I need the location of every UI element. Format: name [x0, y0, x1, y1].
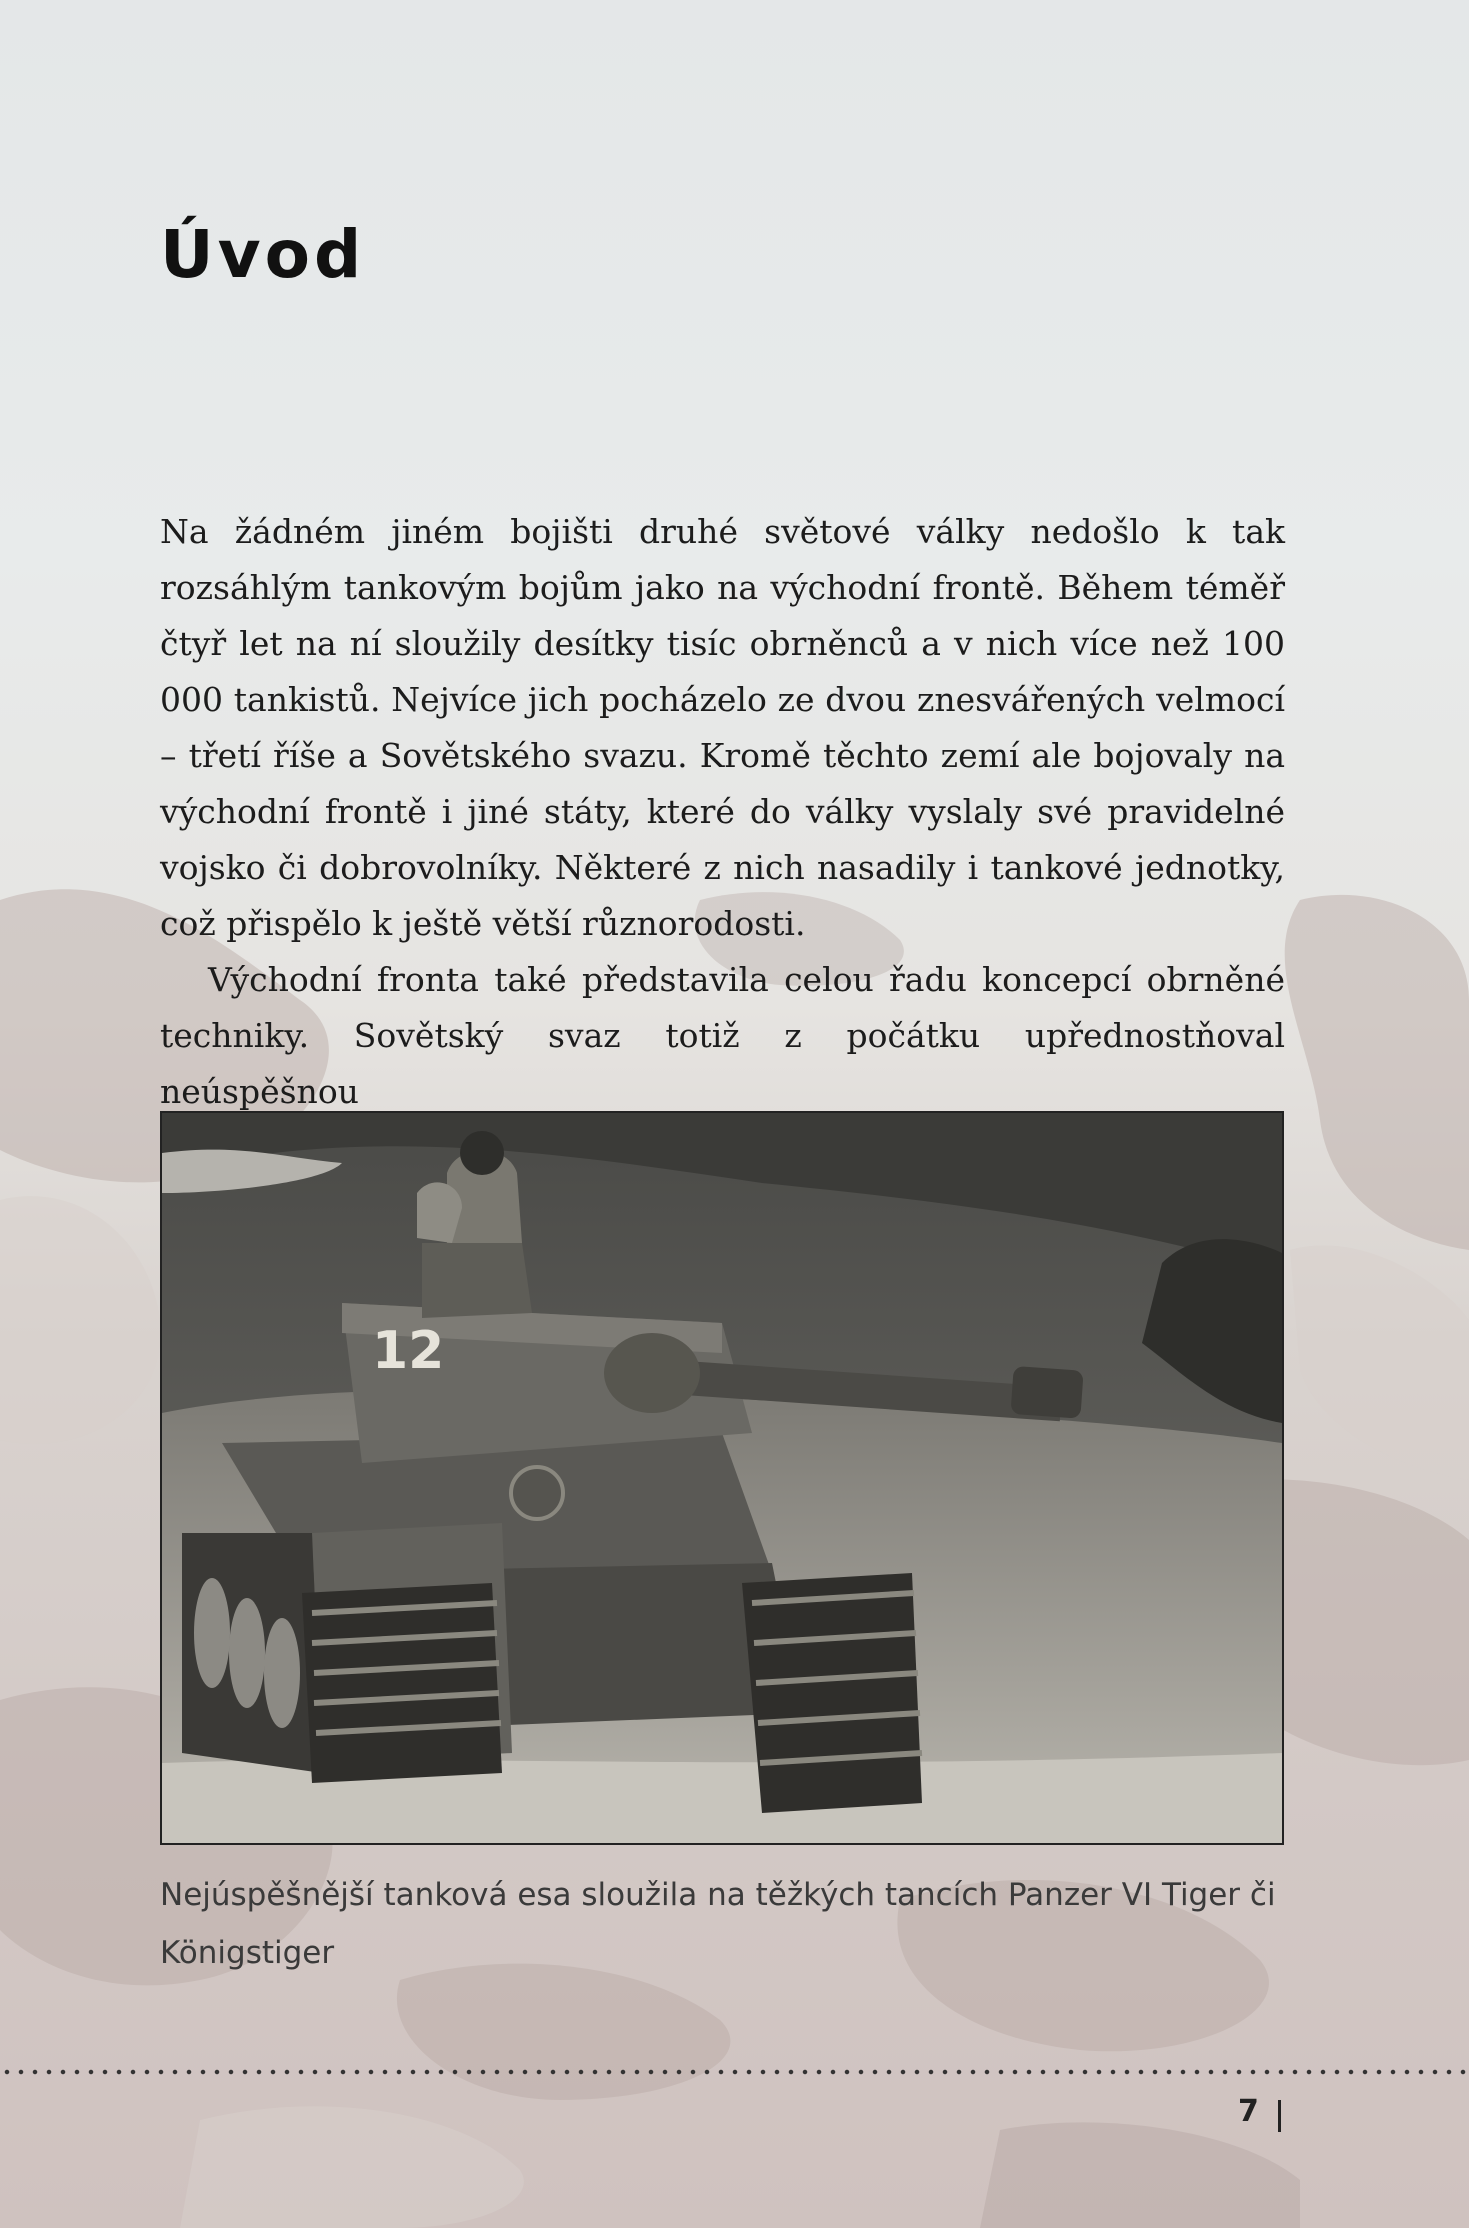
- paragraph: Na žádném jiném bojišti druhé světové války nedošlo k tak rozsáhlým tankovým bojům jako na východní frontě. Během téměř čtyř let na ní sloužily desítky tisíc obrněnců a v nich více než 100 000 tankistů. Nejvíce jich pocházelo ze dvou znesvářených velmocí – třetí říše a Sovětského svazu. Kromě těchto zemí ale bojovaly na východní frontě i jiné státy, které do války vyslaly své pravidelné vojsko či dobrovolníky. Některé z nich nasadily i tankové jednotky, což přispělo k ještě větší různorodosti.: [160, 512, 1285, 943]
- page-number: 7: [1238, 2094, 1259, 2129]
- page-number-bar: [1278, 2100, 1281, 2132]
- photo-caption: Nejúspěšnější tanková esa sloužila na těžkých tancích Panzer VI Tiger či Königstiger: [160, 1877, 1276, 1971]
- turret-number: 12: [372, 1321, 445, 1381]
- body-text: [160, 504, 1285, 1120]
- dotted-divider: [0, 2068, 1469, 2076]
- paragraph: Východní fronta také představila celou řadu koncepcí obrněné techniky. Sovětský svaz totiž z počátku upřednostňoval neúspěšnou: [160, 960, 1285, 1111]
- tank-photo: [160, 1111, 1284, 1845]
- page-title: Úvod: [160, 216, 366, 293]
